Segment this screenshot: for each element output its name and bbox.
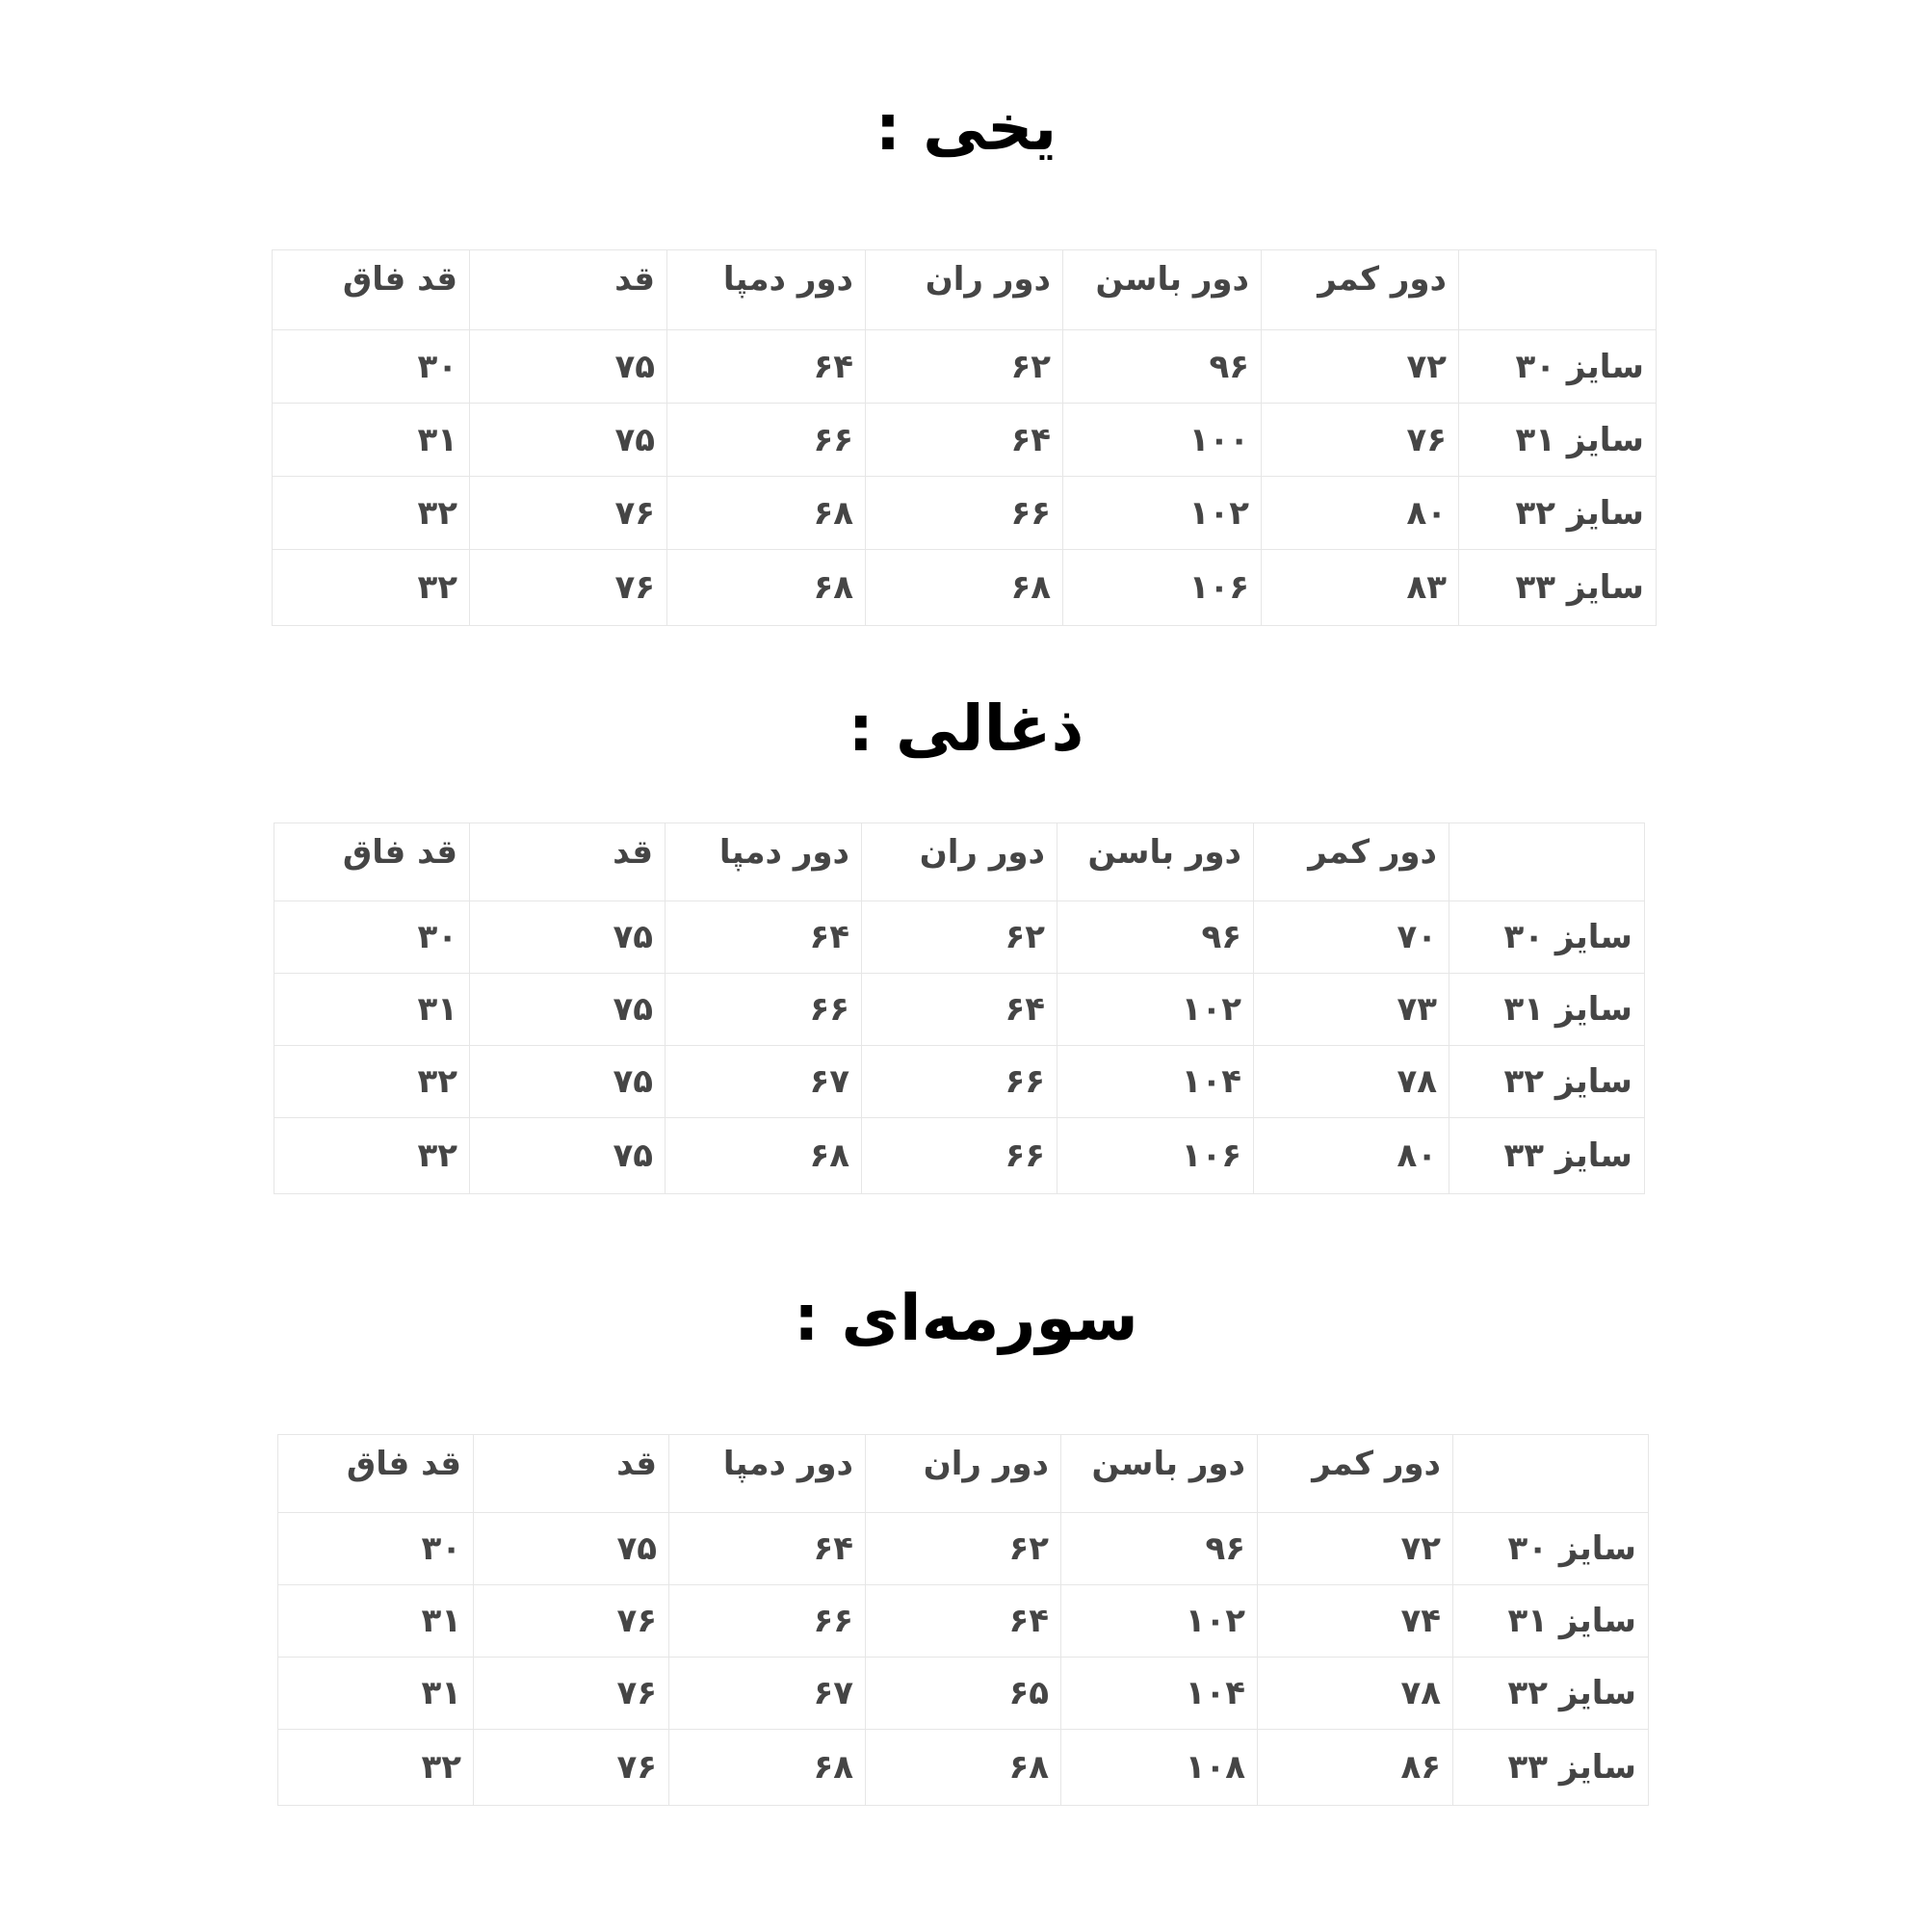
table-row [278,1730,1649,1806]
header-cell-thigh: دور ران [866,250,1063,330]
table-cell: ۹۶ [1057,901,1254,974]
table-cell: ۷۵ [470,1046,666,1118]
table-cell: ۷۵ [470,330,667,404]
table-cell: ۱۰۲ [1063,477,1262,550]
table-cell: ۱۰۸ [1061,1730,1258,1806]
header-cell-hip: دور باسن [1057,823,1254,901]
table-cell: ۶۶ [862,1118,1057,1194]
table-row [274,974,1645,1046]
header-cell-hip: دور باسن [1063,250,1262,330]
table-cell: ۶۸ [669,1730,866,1806]
header-cell-thigh: دور ران [862,823,1057,901]
table-cell: ۶۵ [866,1658,1061,1730]
table-cell: ۶۴ [669,1513,866,1585]
header-cell-hem: دور دمپا [666,823,862,901]
row-size-label: سایز ۳۲ [1453,1658,1649,1730]
row-size-label: سایز ۳۲ [1449,1046,1645,1118]
table-row [274,901,1645,974]
table-cell: ۷۵ [474,1513,669,1585]
section-title-charcoal: ذغالی : [848,692,1084,766]
table-cell: ۸۰ [1254,1118,1449,1194]
table-row [273,404,1657,477]
table-cell: ۶۲ [866,1513,1061,1585]
table-cell: ۶۲ [866,330,1063,404]
table-cell: ۳۱ [273,404,470,477]
table-cell: ۷۲ [1258,1513,1453,1585]
header-cell-length: قد [474,1435,669,1513]
table-cell: ۷۵ [470,974,666,1046]
size-table-charcoal [274,822,1645,1194]
row-size-label: سایز ۳۰ [1453,1513,1649,1585]
row-size-label: سایز ۳۰ [1459,330,1657,404]
table-cell: ۷۶ [474,1585,669,1658]
row-size-label: سایز ۳۱ [1449,974,1645,1046]
header-cell-length: قد [470,823,666,901]
table-cell: ۱۰۲ [1061,1585,1258,1658]
table-cell: ۶۶ [666,974,862,1046]
table-cell: ۷۶ [1262,404,1459,477]
header-cell-waist: دور کمر [1254,823,1449,901]
table-cell: ۷۸ [1254,1046,1449,1118]
table-cell: ۷۶ [470,550,667,626]
table-row [273,477,1657,550]
table-cell: ۶۸ [866,550,1063,626]
table-row [274,1046,1645,1118]
header-cell-hip: دور باسن [1061,1435,1258,1513]
row-size-label: سایز ۳۱ [1459,404,1657,477]
table-cell: ۶۴ [667,330,866,404]
table-cell: ۳۲ [274,1118,470,1194]
table-cell: ۶۴ [666,901,862,974]
table-cell: ۶۴ [866,404,1063,477]
header-cell-empty [1459,250,1657,330]
row-size-label: سایز ۳۳ [1449,1118,1645,1194]
header-cell-hem: دور دمپا [667,250,866,330]
table-cell: ۱۰۶ [1063,550,1262,626]
table-header-row [274,823,1645,901]
table-cell: ۶۷ [669,1658,866,1730]
row-size-label: سایز ۳۰ [1449,901,1645,974]
table-row [278,1513,1649,1585]
table-cell: ۸۰ [1262,477,1459,550]
table-cell: ۱۰۴ [1061,1658,1258,1730]
table-cell: ۳۰ [274,901,470,974]
table-cell: ۷۸ [1258,1658,1453,1730]
table-cell: ۷۳ [1254,974,1449,1046]
table-cell: ۶۶ [862,1046,1057,1118]
table-cell: ۷۵ [470,1118,666,1194]
size-table-navy [277,1434,1649,1806]
table-cell: ۱۰۲ [1057,974,1254,1046]
table-cell: ۷۰ [1254,901,1449,974]
section-title-icy: یخی : [875,91,1057,165]
row-size-label: سایز ۳۳ [1459,550,1657,626]
table-cell: ۶۸ [866,1730,1061,1806]
header-cell-waist: دور کمر [1262,250,1459,330]
table-cell: ۷۶ [474,1658,669,1730]
table-cell: ۳۰ [278,1513,474,1585]
table-cell: ۸۶ [1258,1730,1453,1806]
header-cell-empty [1453,1435,1649,1513]
table-cell: ۳۲ [273,550,470,626]
table-row [273,550,1657,626]
table-cell: ۷۴ [1258,1585,1453,1658]
table-row [273,330,1657,404]
table-cell: ۶۸ [666,1118,862,1194]
table-cell: ۶۶ [866,477,1063,550]
size-table-icy [272,249,1657,626]
table-cell: ۳۲ [274,1046,470,1118]
section-title-navy: سورمه‌ای : [794,1281,1138,1355]
table-cell: ۶۸ [667,550,866,626]
table-row [274,1118,1645,1194]
table-cell: ۹۶ [1061,1513,1258,1585]
table-cell: ۶۴ [866,1585,1061,1658]
table-cell: ۶۸ [667,477,866,550]
header-cell-rise: قد فاق [273,250,470,330]
table-cell: ۷۲ [1262,330,1459,404]
row-size-label: سایز ۳۱ [1453,1585,1649,1658]
header-cell-thigh: دور ران [866,1435,1061,1513]
table-cell: ۳۱ [274,974,470,1046]
table-cell: ۶۴ [862,974,1057,1046]
table-cell: ۶۲ [862,901,1057,974]
header-cell-rise: قد فاق [274,823,470,901]
table-row [278,1585,1649,1658]
row-size-label: سایز ۳۲ [1459,477,1657,550]
table-cell: ۷۶ [474,1730,669,1806]
header-cell-hem: دور دمپا [669,1435,866,1513]
table-header-row [273,250,1657,330]
table-cell: ۸۳ [1262,550,1459,626]
table-cell: ۷۵ [470,901,666,974]
table-cell: ۷۵ [470,404,667,477]
row-size-label: سایز ۳۳ [1453,1730,1649,1806]
header-cell-empty [1449,823,1645,901]
table-cell: ۱۰۴ [1057,1046,1254,1118]
table-cell: ۱۰۰ [1063,404,1262,477]
table-cell: ۳۰ [273,330,470,404]
table-cell: ۱۰۶ [1057,1118,1254,1194]
table-cell: ۶۶ [669,1585,866,1658]
header-cell-waist: دور کمر [1258,1435,1453,1513]
table-cell: ۳۲ [273,477,470,550]
table-cell: ۳۲ [278,1730,474,1806]
table-cell: ۷۶ [470,477,667,550]
table-cell: ۶۷ [666,1046,862,1118]
table-cell: ۳۱ [278,1658,474,1730]
table-header-row [278,1435,1649,1513]
table-cell: ۶۶ [667,404,866,477]
header-cell-rise: قد فاق [278,1435,474,1513]
table-row [278,1658,1649,1730]
table-cell: ۹۶ [1063,330,1262,404]
header-cell-length: قد [470,250,667,330]
table-cell: ۳۱ [278,1585,474,1658]
